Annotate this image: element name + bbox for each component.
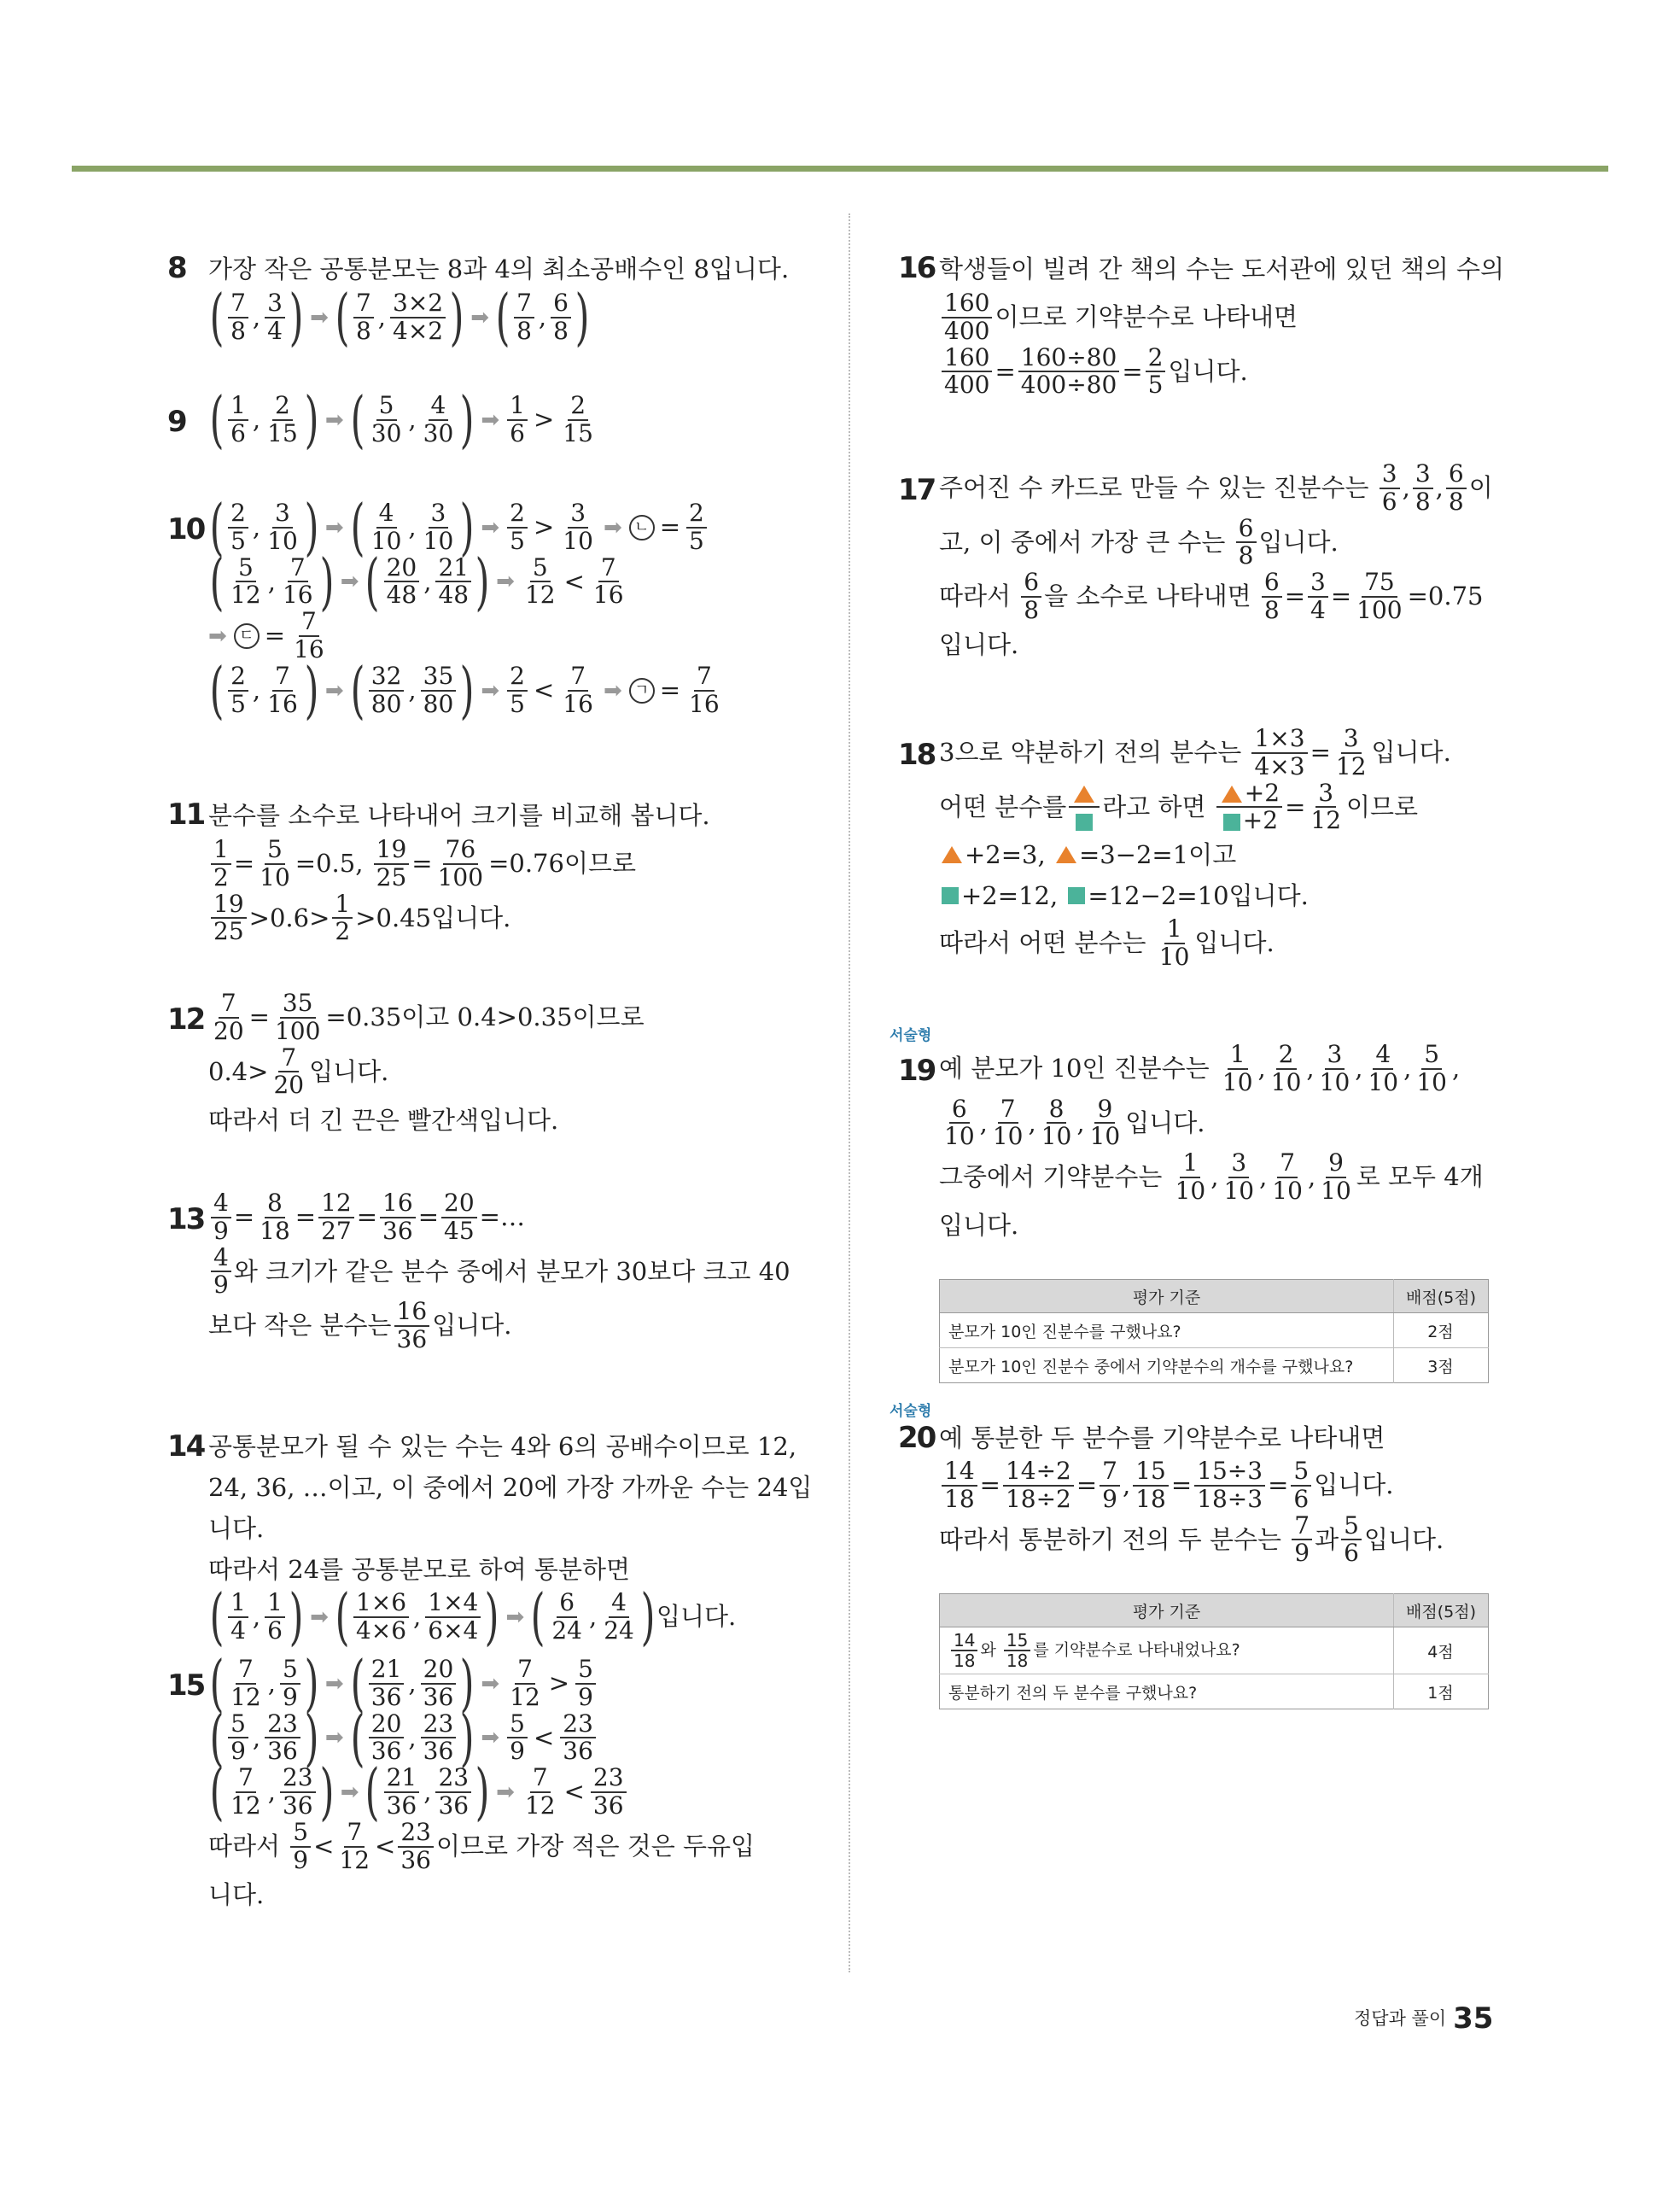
table-row [940, 1348, 1489, 1383]
problem-text: 그중에서 기약분수는 [939, 1162, 1163, 1192]
math-line: $\frac{1}{2}$ = $\frac{5}{10}$ = 0.5, $\frac{19}{25}$ = $\frac{76}{100}$ = 0.76이므로 [208, 837, 710, 891]
problem-text: 입니다. [939, 630, 1019, 660]
math-line: $\frac{14}{18}$ = $\frac{14\div 2}{18\div 2}$ = $\frac{7}{9}$ , $\frac{15}{18}$ = $\frac{15\div 3}{18\div 3}$ = $\frac{5}{6}$ 입니다. [939, 1458, 1444, 1513]
math-line: 그중에서 기약분수는 $\frac{1}{10}$ , $\frac{3}{10}$ , $\frac{7}{10}$ , $\frac{9}{10}$ 로 모두 4개 [939, 1148, 1484, 1205]
problem-text: 24, 36, …이고, 이 중에서 20에 가장 가까운 수는 24입 [208, 1472, 813, 1502]
problem-20 [890, 1403, 1444, 1568]
value-text: =3−2=1이고 [1078, 839, 1237, 869]
math-line: $\frac{7}{20}$ = $\frac{35}{100}$ = 0.35이고 0.4 > 0.35이므로 [213, 989, 645, 1045]
math-line [939, 875, 1451, 916]
table-row [940, 1313, 1489, 1348]
math-line: $\frac{160}{400}$ 이므로 기약분수로 나타내면 [939, 290, 1504, 345]
math-line: ➡ ㄷ = $\frac{7}{16}$ [208, 607, 324, 663]
problem-text: 입니다. [656, 1602, 737, 1632]
value-text: =12−2=10입니다. [1088, 880, 1309, 910]
math-line [939, 834, 1451, 875]
value-text: 0.45입니다. [376, 903, 511, 932]
problem-text: 가장 작은 공통분모는 8과 4의 최소공배수인 8입니다. [208, 254, 790, 283]
problem-number: 15 [167, 1668, 205, 1703]
value-text: +2=12, [961, 880, 1059, 910]
triangle-symbol [1074, 786, 1094, 803]
math-line: ( $\frac{7}{12}$ , $\frac{5}{9}$ ) ➡ ( $\frac{21}{36}$ , $\frac{20}{36}$ ) ➡ $\frac{7}{12}$ > $\frac{5}{9}$ [208, 1656, 755, 1711]
math-line: 따라서 통분하기 전의 두 분수는 $\frac{7}{9}$ 과 $\frac{5}{6}$ 입니다. [939, 1510, 1444, 1568]
problem-text: 을 소수로 나타내면 [1044, 581, 1251, 611]
problem-11 [167, 794, 710, 946]
math-line: ( $\frac{5}{9}$ , $\frac{23}{36}$ ) ➡ ( $\frac{20}{36}$ , $\frac{23}{36}$ ) ➡ $\frac{5}{9}$ < $\frac{23}{36}$ [208, 1711, 755, 1766]
math-line: ( $\frac{2}{5}$ , $\frac{3}{10}$ ) ➡ ( $\frac{4}{10}$ , $\frac{3}{10}$ ) ➡ $\frac{2}{5}$ > $\frac{3}{10}$ ➡ ㄴ = $\frac{2}{5}$ [208, 500, 725, 555]
table-row [940, 1674, 1489, 1709]
table-text: 를 기약분수로 나타내었나요? [1033, 1640, 1240, 1660]
table-cell: $\frac{14}{18}$ 와 $\frac{15}{18}$ 를 기약분수로 나타내었나요? [940, 1627, 1394, 1674]
math-line: 따라서 $\frac{6}{8}$ 을 소수로 나타내면 $\frac{6}{8}$ = $\frac{3}{4}$ = $\frac{75}{100}$ = 0.75 [939, 568, 1484, 624]
problem-18 [898, 724, 1451, 971]
problem-text: 입니다. [432, 1311, 512, 1341]
evaluation-table [939, 1593, 1489, 1709]
problem-text: 와 크기가 같은 분수 중에서 분모가 30보다 크고 40 [233, 1256, 790, 1286]
problem-text: 따라서 어떤 분수는 [939, 928, 1146, 958]
problem-text: 따라서 통분하기 전의 두 분수는 [939, 1524, 1282, 1554]
circled-label: ㄷ [234, 623, 260, 649]
problem-text: 예 분모가 10인 진분수는 [939, 1054, 1210, 1084]
table-text: 와 [980, 1640, 996, 1660]
problem-13 [167, 1189, 790, 1353]
problem-text: 이 [1468, 473, 1493, 503]
math-line: ( $\frac{5}{12}$ , $\frac{7}{16}$ ) ➡ ( $\frac{20}{48}$ , $\frac{21}{48}$ ) ➡ $\frac{5}{12}$ < $\frac{7}{16}$ [209, 545, 624, 617]
problem-text: 어떤 분수를 [939, 792, 1067, 821]
problem-text: 따라서 더 긴 끈은 빨간색입니다. [208, 1105, 559, 1135]
problem-text: 학생들이 빌려 간 책의 수는 도서관에 있던 책의 수의 [939, 254, 1505, 283]
problem-number: 11 [167, 798, 205, 832]
problem-text: 따라서 [208, 1832, 281, 1861]
page-footer [1354, 2001, 1493, 2036]
circled-label: ㄴ [629, 515, 655, 540]
problem-number: 10 [167, 512, 205, 546]
problem-text: 로 모두 4개 [1356, 1162, 1484, 1192]
problem-text: 따라서 24를 공통분모로 하여 통분하면 [208, 1554, 630, 1584]
footer-label: 정답과 풀이 [1354, 2008, 1447, 2029]
problem-text: 입니다. [1168, 356, 1248, 386]
math-line: ( $\frac{7}{12}$ , $\frac{23}{36}$ ) ➡ ( $\frac{21}{36}$ , $\frac{23}{36}$ ) ➡ $\frac{7}{12}$ < $\frac{23}{36}$ [208, 1765, 755, 1820]
math-line: ( $\frac{1}{4}$ , $\frac{1}{6}$ ) ➡ ( $\frac{1\times 6}{4\times 6}$ , $\frac{1\times 4}{6\times 4}$ ) ➡ ( $\frac{6}{24}$ , $\frac{4}{24}$ ) 입니다. [209, 1580, 737, 1652]
problem-text: 보다 작은 분수는 [208, 1311, 392, 1341]
math-line: ( $\frac{7}{8}$ , $\frac{3}{4}$ ) ➡ ( $\frac{7}{8}$ , $\frac{3\times 2}{4\times 2}$ ) ➡ ( $\frac{7}{8}$ , $\frac{6}{8}$ ) [209, 281, 590, 353]
problem-text: 공통분모가 될 수 있는 수는 4와 6의 공배수이므로 12, [208, 1431, 797, 1461]
fraction: $\frac{6}{8}$ [551, 290, 571, 345]
table-cell: 1점 [1394, 1674, 1489, 1709]
column-divider [849, 213, 850, 1972]
problem-number: 17 [898, 473, 936, 507]
header-rule [72, 166, 1608, 172]
problem-text: 입니다. [1194, 928, 1275, 958]
problem-number: 19 [898, 1054, 936, 1088]
problem-10 [167, 491, 725, 726]
math-line: $\frac{160}{400}$ = $\frac{160\div 80}{400\div 80}$ = $\frac{2}{5}$ 입니다. [939, 345, 1504, 400]
problem-number: 13 [167, 1202, 205, 1236]
problem-number: 8 [167, 251, 186, 285]
problem-text: 예 통분한 두 분수를 기약분수로 나타내면 [939, 1423, 1385, 1452]
problem-19 [890, 1027, 1484, 1247]
math-line: $\frac{4}{9}$ = $\frac{8}{18}$ = $\frac{12}{27}$ = $\frac{16}{36}$ = $\frac{20}{45}$ = … [208, 1190, 790, 1245]
problem-text: 주어진 수 카드로 만들 수 있는 진분수는 [939, 473, 1369, 503]
problem-15 [167, 1647, 755, 1916]
problem-text: 이므로 [1346, 792, 1419, 821]
problem-text: 입니다. [1125, 1107, 1205, 1137]
problem-text: 이므로 가장 적은 것은 두유입 [436, 1832, 755, 1861]
fraction: $\frac{3}{4}$ [265, 290, 285, 345]
problem-number: 14 [167, 1429, 205, 1464]
math-line: 예 분모가 10인 진분수는 $\frac{1}{10}$ , $\frac{2}{10}$ , $\frac{3}{10}$ , $\frac{4}{10}$ , $\frac{5}{10}$ , [939, 1040, 1461, 1096]
problem-text: 이므로 기약분수로 나타내면 [995, 302, 1298, 332]
problem-14 [167, 1426, 813, 1652]
value-text: 0.35이므로 [516, 1002, 645, 1032]
math-line: 따라서 어떤 분수는 $\frac{1}{10}$ 입니다. [939, 914, 1275, 971]
problem-text: 따라서 [939, 581, 1012, 611]
fraction: $\frac{7}{8}$ [353, 290, 374, 345]
problem-12 [167, 989, 645, 1142]
math-line: ( $\frac{2}{5}$ , $\frac{7}{16}$ ) ➡ ( $\frac{32}{80}$ , $\frac{35}{80}$ ) ➡ $\frac{2}{5}$ < $\frac{7}{16}$ ➡ ㄱ = $\frac{7}{16}$ [209, 653, 720, 726]
value-text: … [499, 1202, 525, 1232]
table-header: 평가 기준 [940, 1594, 1394, 1627]
table-cell: 분모가 10인 진분수를 구했나요? [940, 1313, 1394, 1348]
value-text: 0.35이고 0.4 [346, 1002, 497, 1032]
problem-text: 니다. [208, 1513, 265, 1543]
math-line: 따라서 $\frac{5}{9}$ < $\frac{7}{12}$ < $\frac{23}{36}$ 이므로 가장 적은 것은 두유입 [208, 1817, 755, 1874]
circled-label: ㄱ [629, 678, 655, 704]
math-line: 3으로 약분하기 전의 분수는 $\frac{1\times 3}{4\times 3}$ = $\frac{3}{12}$ 입니다. [939, 724, 1451, 780]
problem-text: 고, 이 중에서 가장 큰 수는 [939, 527, 1226, 557]
value-text: +2=3, [965, 839, 1046, 869]
table-header: 배점(5점) [1394, 1594, 1489, 1627]
math-line: 주어진 수 카드로 만들 수 있는 진분수는 $\frac{3}{6}$ , $\frac{3}{8}$ , $\frac{6}{8}$ 이 [939, 459, 1493, 516]
math-line: 보다 작은 분수는 $\frac{16}{36}$ 입니다. [208, 1297, 512, 1353]
value-text: 0.6 [269, 903, 310, 932]
problem-number: 20 [898, 1421, 936, 1455]
math-line: 0.4 > $\frac{7}{20}$ 입니다. [208, 1043, 389, 1100]
problem-text: 입니다. [1371, 738, 1451, 768]
problem-17 [898, 459, 1493, 667]
value-text: 입니다. [309, 1056, 389, 1086]
evaluation-table [939, 1279, 1489, 1383]
table-cell: 분모가 10인 진분수 중에서 기약분수의 개수를 구했나요? [940, 1348, 1394, 1383]
math-line: $\frac{19}{25}$ > 0.6 > $\frac{1}{2}$ > 0.45입니다. [208, 891, 710, 946]
problem-9 [167, 383, 598, 455]
problem-16 [898, 248, 1505, 400]
value-text: 0.75 [1427, 581, 1484, 611]
value-text: 0.5, [316, 849, 364, 879]
fraction: $\frac{7}{8}$ [228, 290, 248, 345]
problem-number: 12 [167, 1002, 205, 1037]
problem-text: 분수를 소수로 나타내어 크기를 비교해 봅니다. [208, 800, 710, 830]
page-number: 35 [1453, 2001, 1494, 2036]
square-symbol [942, 887, 959, 904]
table-header: 평가 기준 [940, 1280, 1394, 1313]
fraction: $\frac{7}{8}$ [514, 290, 534, 345]
triangle-symbol [942, 846, 962, 863]
math-line: ( $\frac{1}{6}$ , $\frac{2}{15}$ ) ➡ ( $\frac{5}{30}$ , $\frac{4}{30}$ ) ➡ $\frac{1}{6}$ > $\frac{2}{15}$ [209, 383, 593, 455]
problem-number: 18 [898, 738, 936, 772]
table-header: 배점(5점) [1394, 1280, 1489, 1313]
math-line: $\frac{4}{9}$ 와 크기가 같은 분수 중에서 분모가 30보다 크고 40 [208, 1245, 790, 1300]
table-row [940, 1627, 1489, 1674]
value-text: 0.4 [208, 1056, 248, 1086]
math-line: $\frac{6}{10}$ , $\frac{7}{10}$ , $\frac{8}{10}$ , $\frac{9}{10}$ 입니다. [944, 1094, 1205, 1151]
problem-text: 3으로 약분하기 전의 분수는 [939, 738, 1242, 768]
descriptive-tag: 서술형 [890, 1403, 932, 1420]
table-cell: 3점 [1394, 1348, 1489, 1383]
problem-text: 입니다. [1258, 527, 1339, 557]
problem-text: 입니다. [1363, 1524, 1444, 1554]
fraction: $\frac{3\times 2}{4\times 2}$ [390, 290, 446, 345]
table-cell: 4점 [1394, 1627, 1489, 1674]
value-text: 0.76이므로 [509, 849, 636, 879]
square-symbol [1076, 814, 1093, 831]
problem-8 [167, 248, 790, 353]
problem-number: 9 [167, 405, 186, 439]
problem-text: 입니다. [939, 1211, 1019, 1241]
problem-text: 과 [1315, 1524, 1339, 1554]
math-line: 어떤 분수를 라고 하면 $\frac{+2}{+2}$ = $\frac{3}{12}$ 이므로 [939, 778, 1419, 835]
math-line: 고, 이 중에서 가장 큰 수는 $\frac{6}{8}$ 입니다. [939, 513, 1339, 570]
descriptive-tag: 서술형 [890, 1027, 932, 1044]
problem-text: 라고 하면 [1102, 792, 1206, 821]
problem-text: 니다. [208, 1879, 265, 1909]
problem-number: 16 [898, 251, 936, 285]
problem-text: 입니다. [1314, 1470, 1394, 1500]
table-cell: 통분하기 전의 두 분수를 구했나요? [940, 1674, 1394, 1709]
table-cell: 2점 [1394, 1313, 1489, 1348]
